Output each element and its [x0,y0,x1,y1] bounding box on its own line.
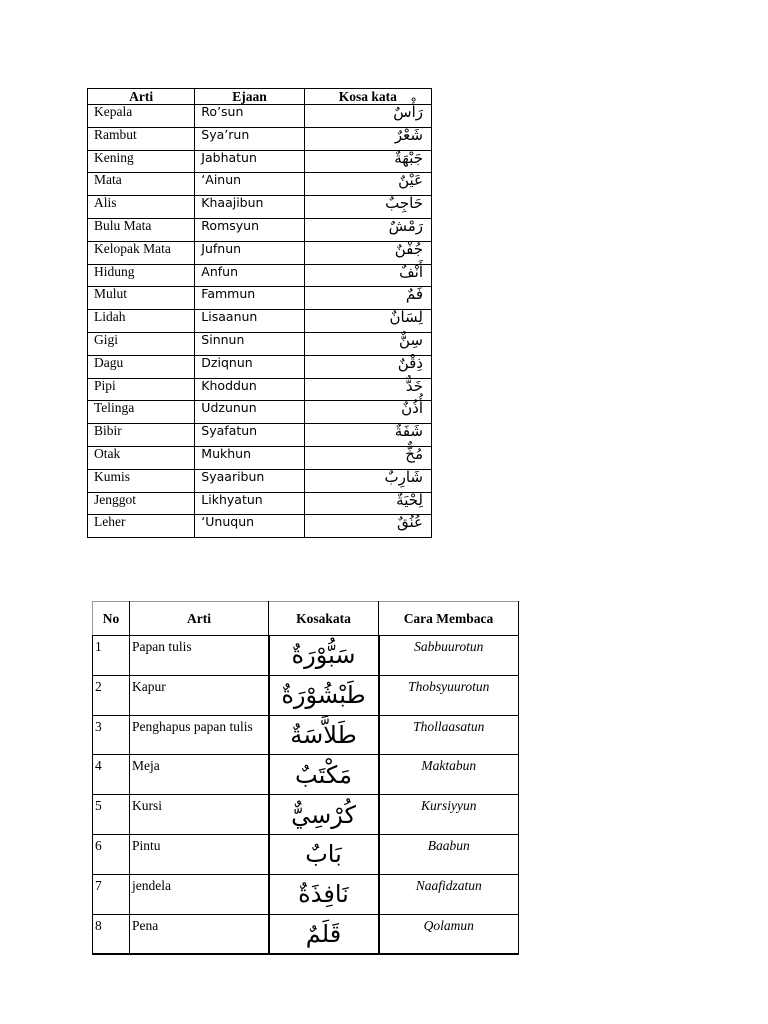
header-arti: Arti [88,89,195,105]
cara-membaca-cell: Sabbuurotun [379,636,519,676]
ejaan-cell: Likhyatun [195,492,304,515]
no-cell: 3 [93,715,130,755]
arti-cell: Kapur [130,675,269,715]
header-ejaan: Ejaan [195,89,304,105]
arti-cell: Kepala [88,105,195,128]
no-cell: 8 [93,914,130,954]
arti-cell: Mata [88,173,195,196]
kosa-kata-cell: فَمٌ [304,287,431,310]
ejaan-cell: Jabhatun [195,150,304,173]
ejaan-cell: Ro’sun [195,105,304,128]
arti-cell: Hidung [88,264,195,287]
arti-cell: Pipi [88,378,195,401]
table-header-row [88,89,432,105]
ejaan-cell: Syafatun [195,424,304,447]
ejaan-cell: Syaaribun [195,469,304,492]
table-row [88,150,432,173]
kosa-kata-cell: خَدٌّ [304,378,431,401]
kosakata-cell: قَلَمٌ [269,914,379,954]
arti-cell: Gigi [88,332,195,355]
ejaan-cell: Jufnun [195,241,304,264]
arti-cell: Penghapus papan tulis [130,715,269,755]
arti-cell: Dagu [88,355,195,378]
table-row [88,378,432,401]
arti-cell: Mulut [88,287,195,310]
kosa-kata-cell: سِنٌّ [304,332,431,355]
kosa-kata-cell: شَفَةٌ [304,424,431,447]
kosa-kata-cell: أَنْفٌ [304,264,431,287]
table-row [88,287,432,310]
arti-cell: Bibir [88,424,195,447]
ejaan-cell: ‘Unuqun [195,515,304,538]
table-row [93,914,519,954]
kosa-kata-cell: لِحْيَةٌ [304,492,431,515]
arti-cell: Kursi [130,795,269,835]
table-row [88,264,432,287]
no-cell: 7 [93,874,130,914]
kosa-kata-cell: عَيْنٌ [304,173,431,196]
arti-cell: Pintu [130,834,269,874]
kosakata-cell: نَافِذَةٌ [269,874,379,914]
cara-membaca-cell: Maktabun [379,755,519,795]
table-row [88,105,432,128]
table-row [88,173,432,196]
table-row [88,310,432,333]
arti-cell: Telinga [88,401,195,424]
ejaan-cell: Anfun [195,264,304,287]
arti-cell: Pena [130,914,269,954]
kosakata-cell: طَبْشُوْرَةٌ [269,675,379,715]
table-row [88,332,432,355]
header-arti: Arti [130,602,269,636]
table-row [88,469,432,492]
ejaan-cell: Lisaanun [195,310,304,333]
arti-cell: Otak [88,446,195,469]
header-cara-membaca: Cara Membaca [379,602,519,636]
kosakata-cell: سَبُّوْرَةٌ [269,636,379,676]
no-cell: 5 [93,795,130,835]
ejaan-cell: Khaajibun [195,196,304,219]
arti-cell: Alis [88,196,195,219]
arti-cell: jendela [130,874,269,914]
no-cell: 1 [93,636,130,676]
kosakata-cell: كُرْسِيٌّ [269,795,379,835]
ejaan-cell: Dziqnun [195,355,304,378]
no-cell: 6 [93,834,130,874]
arti-cell: Meja [130,755,269,795]
table-row [93,755,519,795]
arti-cell: Leher [88,515,195,538]
ejaan-cell: Khoddun [195,378,304,401]
kosa-kata-cell: لِسَانٌ [304,310,431,333]
cara-membaca-cell: Thobsyuurotun [379,675,519,715]
arti-cell: Jenggot [88,492,195,515]
kosa-kata-cell: جُفْنٌ [304,241,431,264]
cara-membaca-cell: Naafidzatun [379,874,519,914]
kosa-kata-cell: ذِقْنٌ [304,355,431,378]
kosa-kata-cell: جَبْهَةٌ [304,150,431,173]
cara-membaca-cell: Thollaasatun [379,715,519,755]
ejaan-cell: Fammun [195,287,304,310]
kosakata-cell: طَلاَّسَةٌ [269,715,379,755]
table-row [88,515,432,538]
table-row [93,636,519,676]
arti-cell: Kelopak Mata [88,241,195,264]
table-row [93,675,519,715]
table-header-row [93,602,519,636]
ejaan-cell: Sinnun [195,332,304,355]
arti-cell: Papan tulis [130,636,269,676]
arti-cell: Rambut [88,127,195,150]
table-row [88,401,432,424]
table-row [88,355,432,378]
ejaan-cell: Sya’run [195,127,304,150]
ejaan-cell: Mukhun [195,446,304,469]
arti-cell: Bulu Mata [88,218,195,241]
arti-cell: Kening [88,150,195,173]
kosa-kata-cell: حَاجِبٌ [304,196,431,219]
table-row [93,834,519,874]
cara-membaca-cell: Kursiyyun [379,795,519,835]
header-kosa-kata: Kosa kata [304,89,431,105]
table-row [88,241,432,264]
no-cell: 2 [93,675,130,715]
ejaan-cell: ‘Ainun [195,173,304,196]
vocab-table-classroom [92,601,519,955]
ejaan-cell: Romsyun [195,218,304,241]
ejaan-cell: Udzunun [195,401,304,424]
table-row [93,715,519,755]
no-cell: 4 [93,755,130,795]
header-no: No [93,602,130,636]
kosa-kata-cell: رَأْسٌ [304,105,431,128]
table-row [88,218,432,241]
table-row [93,795,519,835]
arti-cell: Lidah [88,310,195,333]
arti-cell: Kumis [88,469,195,492]
kosa-kata-cell: مُخٌّ [304,446,431,469]
table-row [88,446,432,469]
kosa-kata-cell: شَارِبٌ [304,469,431,492]
cara-membaca-cell: Qolamun [379,914,519,954]
table-row [88,492,432,515]
kosakata-cell: مَكْتَبٌ [269,755,379,795]
kosa-kata-cell: شَعْرٌ [304,127,431,150]
table-row [88,196,432,219]
kosa-kata-cell: عُنُقٌ [304,515,431,538]
table-row [88,127,432,150]
header-kosakata: Kosakata [269,602,379,636]
kosa-kata-cell: أُذُنٌ [304,401,431,424]
cara-membaca-cell: Baabun [379,834,519,874]
table-row [93,874,519,914]
kosakata-cell: بَابٌ [269,834,379,874]
kosa-kata-cell: رَمْشٌ [304,218,431,241]
vocab-table-body-parts [87,88,432,538]
table-row [88,424,432,447]
